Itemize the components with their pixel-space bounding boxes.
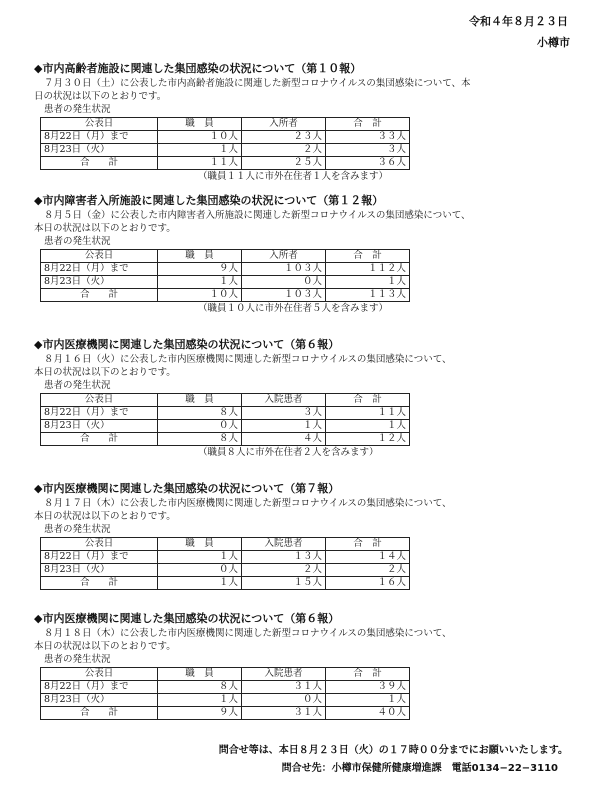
header-residents: 入院患者 (242, 538, 326, 551)
total-label: 合 計 (41, 157, 158, 170)
table-cell: 8月23日（火） (41, 694, 158, 707)
total-cell: １１人 (158, 157, 242, 170)
description-line: 本日の状況は以下のとおりです。 (34, 367, 176, 378)
table-cell: １０３人 (242, 263, 326, 276)
total-cell: ３１人 (242, 707, 326, 720)
header-residents: 入院患者 (242, 668, 326, 681)
outbreak-section (34, 194, 574, 315)
case-table (40, 393, 410, 446)
section-description (34, 209, 574, 235)
description-line: ８月１７日（木）に公表した市内医療機関に関連した新型コロナウイルスの集団感染について、 (44, 498, 452, 509)
table-cell: １３人 (242, 551, 326, 564)
table-note: （職員１１人に市外在住者１人を含みます） (198, 171, 389, 182)
total-cell: ８人 (158, 433, 242, 446)
table-header-row (41, 118, 410, 131)
section-title: ◆市内医療機関に関連した集団感染の状況について（第６報） (34, 612, 340, 625)
contact-info: 問合せ先：小樽市保健所健康増進課 電話0134−22−3110 (281, 763, 558, 774)
table-cell: ０人 (158, 420, 242, 433)
description-line: ７月３０日（土）に公表した市内高齢者施設に関連した新型コロナウイルスの集団感染について、本 (44, 78, 471, 89)
total-label: 合 計 (41, 433, 158, 446)
outbreak-section (34, 62, 574, 183)
table-row (41, 420, 410, 433)
table-cell: ２人 (242, 144, 326, 157)
table-cell: １人 (158, 144, 242, 157)
section-description (34, 77, 574, 103)
table-row (41, 564, 410, 577)
table-row (41, 131, 410, 144)
table-cell: 8月23日（火） (41, 564, 158, 577)
document-date: 令和４年８月２３日 (469, 15, 568, 28)
table-header-row (41, 250, 410, 263)
table-caption: 患者の発生状況 (44, 524, 111, 535)
description-line: ８月５日（金）に公表した市内障害者入所施設に関連した新型コロナウイルスの集団感染について、 (44, 210, 471, 221)
table-row (41, 407, 410, 420)
header-staff: 職 員 (158, 250, 242, 263)
table-total-row (41, 289, 410, 302)
section-description (34, 497, 574, 523)
table-header-row (41, 394, 410, 407)
table-cell: １人 (242, 420, 326, 433)
table-cell: 8月22日（月）まで (41, 263, 158, 276)
table-cell: ８人 (158, 681, 242, 694)
header-staff: 職 員 (158, 668, 242, 681)
total-label: 合 計 (41, 577, 158, 590)
total-cell: １５人 (242, 577, 326, 590)
section-title: ◆市内医療機関に関連した集団感染の状況について（第６報） (34, 338, 340, 351)
header-staff: 職 員 (158, 394, 242, 407)
table-cell: ２３人 (242, 131, 326, 144)
total-cell: ４０人 (326, 707, 410, 720)
table-cell: 8月22日（月）まで (41, 407, 158, 420)
section-title: ◆市内障害者入所施設に関連した集団感染の状況について（第１２報） (34, 194, 384, 207)
table-cell: ３３人 (326, 131, 410, 144)
table-total-row (41, 433, 410, 446)
table-caption: 患者の発生状況 (44, 104, 111, 115)
header-residents: 入所者 (242, 250, 326, 263)
header-residents: 入所者 (242, 118, 326, 131)
table-cell: ０人 (242, 694, 326, 707)
case-table (40, 537, 410, 590)
table-row (41, 263, 410, 276)
table-cell: ０人 (242, 276, 326, 289)
total-cell: １６人 (326, 577, 410, 590)
table-cell: ９人 (158, 263, 242, 276)
description-line: 日の状況は以下のとおりです。 (34, 91, 167, 102)
description-line: 本日の状況は以下のとおりです。 (34, 223, 176, 234)
table-cell: １０人 (158, 131, 242, 144)
case-table (40, 117, 410, 170)
case-table (40, 249, 410, 302)
header-total: 合 計 (326, 118, 410, 131)
header-total: 合 計 (326, 394, 410, 407)
table-caption: 患者の発生状況 (44, 654, 111, 665)
table-cell: １１２人 (326, 263, 410, 276)
table-cell: 8月23日（火） (41, 144, 158, 157)
table-cell: １４人 (326, 551, 410, 564)
table-cell: １人 (158, 694, 242, 707)
total-cell: ４人 (242, 433, 326, 446)
header-date: 公表日 (41, 394, 158, 407)
header-date: 公表日 (41, 250, 158, 263)
table-cell: 8月22日（月）まで (41, 551, 158, 564)
table-row (41, 144, 410, 157)
header-total: 合 計 (326, 538, 410, 551)
inquiry-deadline: 問合せ等は、本日８月２３日（火）の１７時００分までにお願いいたします。 (218, 745, 568, 756)
table-cell: ３人 (326, 144, 410, 157)
header-date: 公表日 (41, 668, 158, 681)
header-total: 合 計 (326, 250, 410, 263)
table-row (41, 694, 410, 707)
total-cell: １１３人 (326, 289, 410, 302)
table-row (41, 276, 410, 289)
table-cell: １人 (158, 276, 242, 289)
section-title: ◆市内医療機関に関連した集団感染の状況について（第７報） (34, 482, 340, 495)
issuing-city: 小樽市 (537, 36, 570, 49)
total-cell: ３６人 (326, 157, 410, 170)
table-cell: ２人 (326, 564, 410, 577)
case-table (40, 667, 410, 720)
description-line: 本日の状況は以下のとおりです。 (34, 511, 176, 522)
table-cell: ３人 (242, 407, 326, 420)
table-cell: 8月23日（火） (41, 420, 158, 433)
total-label: 合 計 (41, 707, 158, 720)
header-date: 公表日 (41, 538, 158, 551)
section-description (34, 353, 574, 379)
table-cell: １人 (158, 551, 242, 564)
table-note: （職員８人に市外在住者２人を含みます） (198, 447, 379, 458)
total-cell: １０人 (158, 289, 242, 302)
total-cell: １２人 (326, 433, 410, 446)
description-line: 本日の状況は以下のとおりです。 (34, 641, 176, 652)
table-total-row (41, 157, 410, 170)
outbreak-section (34, 338, 574, 459)
table-cell: ２人 (242, 564, 326, 577)
header-total: 合 計 (326, 668, 410, 681)
header-date: 公表日 (41, 118, 158, 131)
table-cell: １人 (326, 276, 410, 289)
outbreak-section (34, 482, 574, 590)
total-label: 合 計 (41, 289, 158, 302)
table-cell: １１人 (326, 407, 410, 420)
table-cell: １人 (326, 420, 410, 433)
header-residents: 入院患者 (242, 394, 326, 407)
table-cell: ３９人 (326, 681, 410, 694)
total-cell: １人 (158, 577, 242, 590)
total-cell: １０３人 (242, 289, 326, 302)
header-staff: 職 員 (158, 118, 242, 131)
table-cell: ０人 (158, 564, 242, 577)
table-caption: 患者の発生状況 (44, 380, 111, 391)
description-line: ８月１８日（木）に公表した市内医療機関に関連した新型コロナウイルスの集団感染について、 (44, 628, 452, 639)
description-line: ８月１６日（火）に公表した市内医療機関に関連した新型コロナウイルスの集団感染について、 (44, 354, 452, 365)
table-total-row (41, 577, 410, 590)
table-cell: １人 (326, 694, 410, 707)
table-cell: ３１人 (242, 681, 326, 694)
total-cell: ２５人 (242, 157, 326, 170)
table-cell: 8月22日（月）まで (41, 131, 158, 144)
header-staff: 職 員 (158, 538, 242, 551)
table-note: （職員１０人に市外在住者５人を含みます） (198, 303, 389, 314)
table-header-row (41, 538, 410, 551)
table-header-row (41, 668, 410, 681)
table-caption: 患者の発生状況 (44, 236, 111, 247)
section-description (34, 627, 574, 653)
outbreak-section (34, 612, 574, 720)
table-cell: 8月22日（月）まで (41, 681, 158, 694)
table-row (41, 551, 410, 564)
table-row (41, 681, 410, 694)
table-cell: ８人 (158, 407, 242, 420)
table-total-row (41, 707, 410, 720)
total-cell: ９人 (158, 707, 242, 720)
table-cell: 8月23日（火） (41, 276, 158, 289)
section-title: ◆市内高齢者施設に関連した集団感染の状況について（第１０報） (34, 62, 362, 75)
